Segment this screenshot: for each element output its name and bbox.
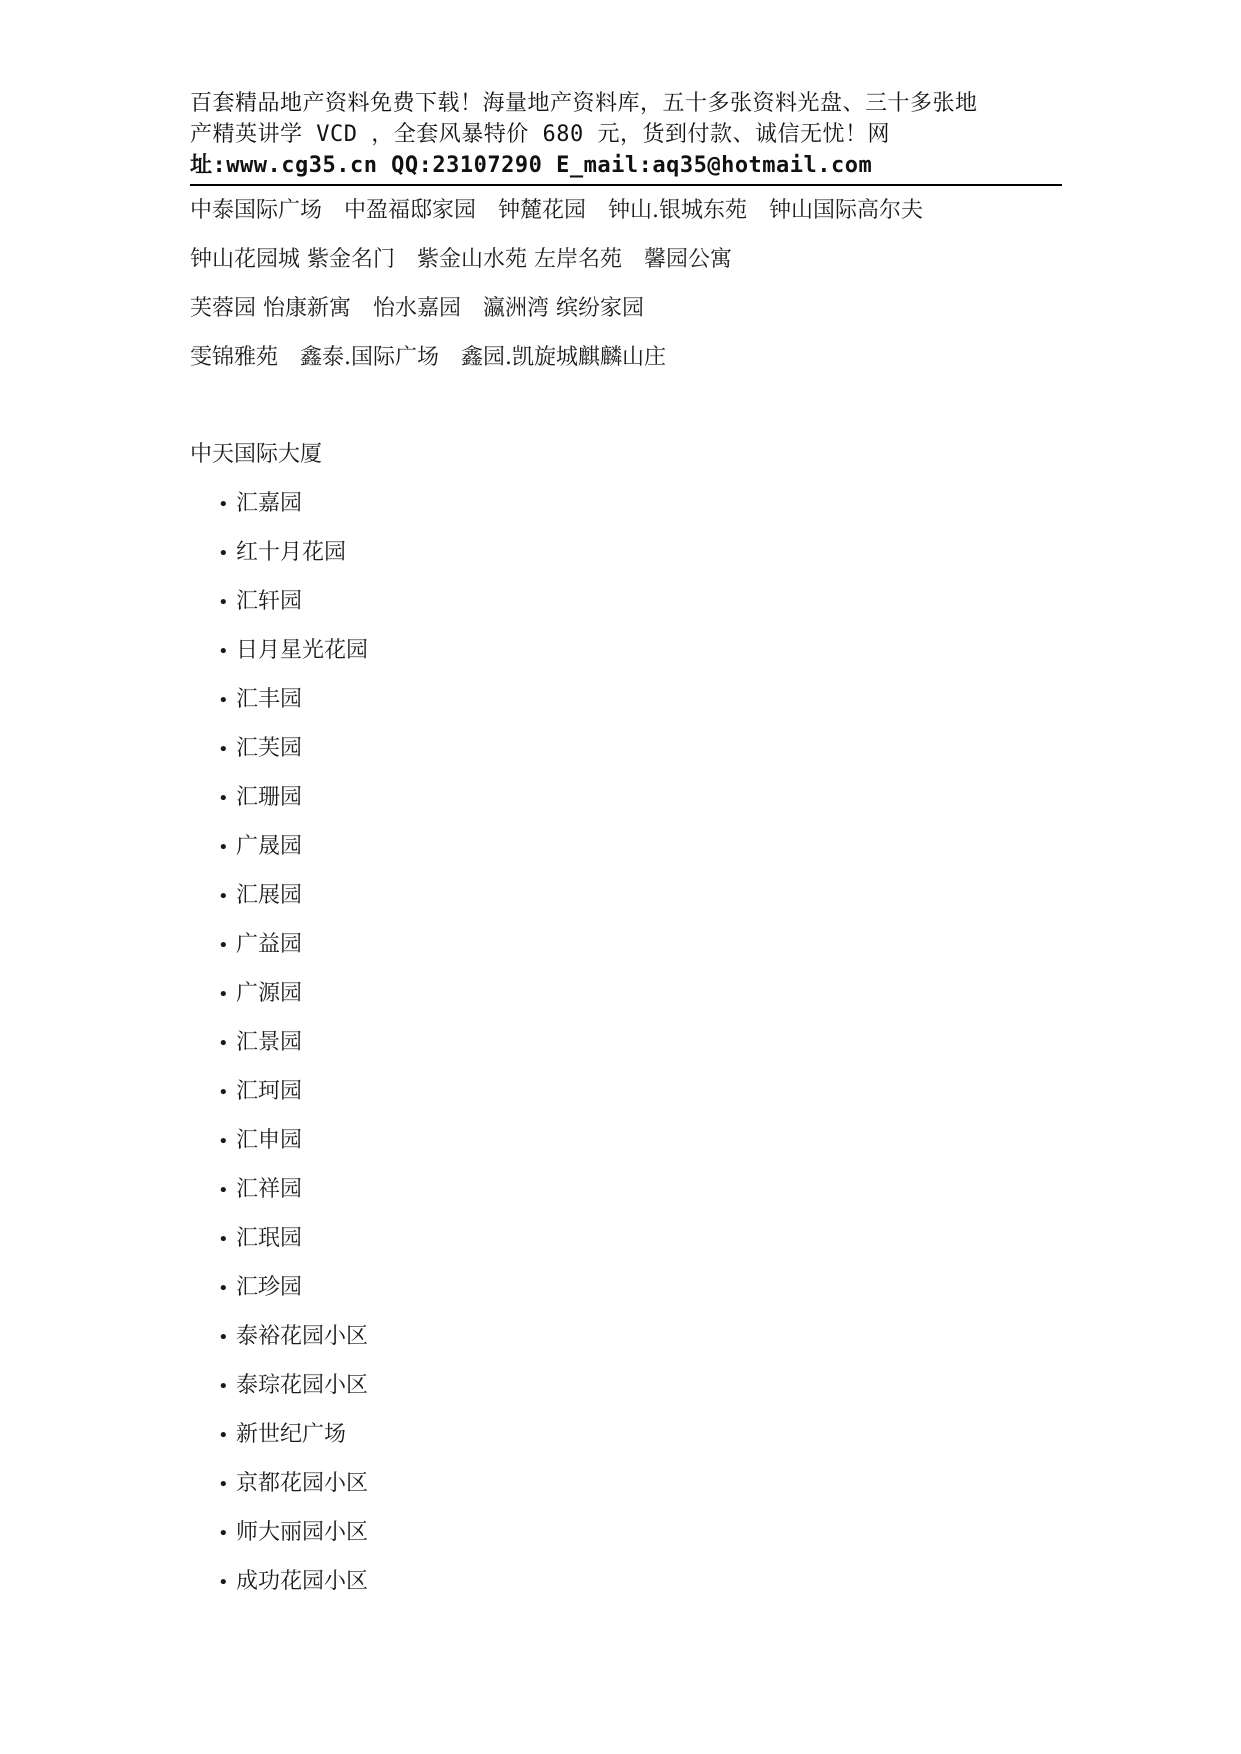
project-row [190, 294, 1062, 343]
bullet-icon: • [218, 1033, 229, 1054]
bullet-icon: • [218, 837, 229, 858]
list-item [218, 1224, 1062, 1273]
list-item-label: 汇珉园 [236, 1226, 303, 1251]
list-item-label: 汇珂园 [236, 1079, 303, 1104]
bullet-icon: • [218, 1229, 229, 1250]
list-item-label: 汇珊园 [236, 785, 303, 810]
list-item [218, 1175, 1062, 1224]
list-item-label: 京都花园小区 [236, 1471, 369, 1496]
list-item [218, 587, 1062, 636]
project-name: 钟山.银城东苑 [608, 198, 748, 223]
list-item [218, 881, 1062, 930]
list-item-label: 成功花园小区 [236, 1569, 369, 1594]
project-row [190, 343, 1062, 392]
project-list [190, 489, 1062, 1616]
list-item-label: 师大丽园小区 [236, 1520, 369, 1545]
list-item [218, 685, 1062, 734]
list-item [218, 1077, 1062, 1126]
bullet-icon: • [218, 1278, 229, 1299]
list-item-label: 汇嘉园 [236, 491, 303, 516]
bullet-icon: • [218, 935, 229, 956]
list-item [218, 1469, 1062, 1518]
list-item-label: 泰琮花园小区 [236, 1373, 369, 1398]
promo-header-line-1: 百套精品地产资料免费下载！海量地产资料库，五十多张资料光盘、三十多张地 [190, 91, 978, 116]
list-item-label: 新世纪广场 [236, 1422, 347, 1447]
list-item [218, 1518, 1062, 1567]
bullet-icon: • [218, 1082, 229, 1103]
list-item-label: 汇申园 [236, 1128, 303, 1153]
list-item [218, 489, 1062, 538]
list-item-label: 汇珍园 [236, 1275, 303, 1300]
project-row [190, 196, 1062, 245]
bullet-icon: • [218, 494, 229, 515]
bullet-icon: • [218, 1327, 229, 1348]
list-item-label: 汇丰园 [236, 687, 303, 712]
list-item-label: 日月星光花园 [236, 638, 369, 663]
bullet-icon: • [218, 1425, 229, 1446]
list-item-label: 汇芙园 [236, 736, 303, 761]
project-name: 中泰国际广场 [190, 198, 323, 223]
project-name: 鑫园.凯旋城麒麟山庄 [461, 345, 667, 370]
list-item-label: 汇祥园 [236, 1177, 303, 1202]
section-title: 中天国际大厦 [190, 442, 323, 467]
list-item [218, 1322, 1062, 1371]
bullet-icon: • [218, 1572, 229, 1593]
list-item [218, 979, 1062, 1028]
list-item-label: 红十月花园 [236, 540, 347, 565]
project-name-rows [190, 196, 1062, 392]
list-item [218, 538, 1062, 587]
promo-header-line-2: 产精英讲学 VCD ，全套风暴特价 680 元，货到付款、诚信无忧！网 [190, 122, 890, 147]
project-name: 紫金山水苑 左岸名苑 [417, 247, 622, 272]
bullet-icon: • [218, 788, 229, 809]
list-item [218, 1028, 1062, 1077]
bullet-icon: • [218, 592, 229, 613]
project-name: 瀛洲湾 缤纷家园 [483, 296, 645, 321]
project-name: 怡水嘉园 [373, 296, 462, 321]
project-name: 鑫泰.国际广场 [300, 345, 440, 370]
bullet-icon: • [218, 543, 229, 564]
promo-header [190, 88, 1062, 186]
bullet-icon: • [218, 1131, 229, 1152]
project-name: 芙蓉园 怡康新寓 [190, 296, 351, 321]
bullet-icon: • [218, 1523, 229, 1544]
list-item-label: 汇轩园 [236, 589, 303, 614]
list-item-label: 泰裕花园小区 [236, 1324, 369, 1349]
project-name: 钟山国际高尔夫 [769, 198, 924, 223]
list-item [218, 930, 1062, 979]
list-item [218, 636, 1062, 685]
list-item [218, 1371, 1062, 1420]
list-item-label: 广晟园 [236, 834, 303, 859]
project-name: 中盈福邸家园 [344, 198, 477, 223]
project-name: 馨园公寓 [644, 247, 733, 272]
bullet-icon: • [218, 690, 229, 711]
project-row [190, 245, 1062, 294]
list-item [218, 1126, 1062, 1175]
bullet-icon: • [218, 1474, 229, 1495]
list-item [218, 783, 1062, 832]
bullet-icon: • [218, 984, 229, 1005]
list-item-label: 汇景园 [236, 1030, 303, 1055]
list-item [218, 1273, 1062, 1322]
project-name: 钟麓花园 [498, 198, 587, 223]
bullet-icon: • [218, 641, 229, 662]
list-item [218, 1420, 1062, 1469]
bullet-icon: • [218, 886, 229, 907]
list-item [218, 1567, 1062, 1616]
list-item-label: 广源园 [236, 981, 303, 1006]
bullet-icon: • [218, 1376, 229, 1397]
list-item [218, 734, 1062, 783]
promo-header-line-3: 址:www.cg35.cn QQ:23107290 E_mail:aq35@hotmail.com [190, 153, 873, 178]
project-name: 雯锦雅苑 [190, 345, 279, 370]
list-item [218, 832, 1062, 881]
document-page [190, 88, 1062, 1616]
bullet-icon: • [218, 739, 229, 760]
list-item-label: 汇展园 [236, 883, 303, 908]
project-name: 钟山花园城 紫金名门 [190, 247, 395, 272]
bullet-icon: • [218, 1180, 229, 1201]
list-item-label: 广益园 [236, 932, 303, 957]
